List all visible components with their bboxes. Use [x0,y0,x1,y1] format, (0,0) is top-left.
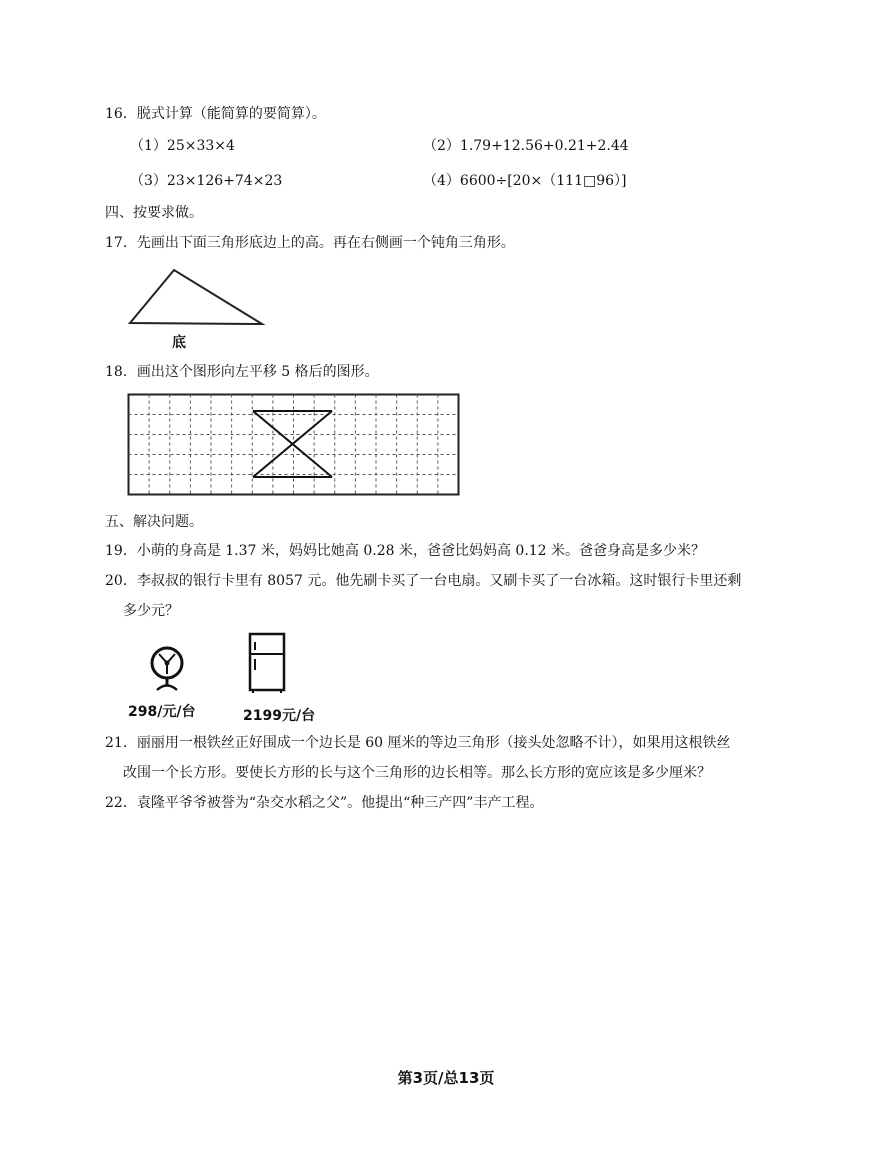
q18-grid-figure [127,393,461,497]
q20-text-line1: 20．李叔叔的银行卡里有 8057 元。他先刷卡买了一台电扇。又刷卡买了一台冰箱。这时银行卡里还剩 [105,573,742,589]
q16-item-1: （1）25×33×4 [130,138,235,154]
hourglass-shape [253,411,332,477]
section-5-heading: 五、解决问题。 [105,514,203,530]
q17-text: 17．先画出下面三角形底边上的高。再在右侧画一个钝角三角形。 [105,235,515,251]
q18-text: 18．画出这个图形向左平移 5 格后的图形。 [105,364,379,380]
q21-text-line2: 改围一个长方形。要使长方形的长与这个三角形的边长相等。那么长方形的宽应该是多少厘米？ [123,765,711,781]
q16-title: 16．脱式计算（能简算的要简算）。 [105,106,326,122]
q22-text: 22．袁隆平爷爷被誉为“杂交水稻之父”。他提出“种三产四”丰产工程。 [105,795,544,811]
fridge-price-label: 2199元/台 [243,708,316,724]
q16-item-3: （3）23×126+74×23 [130,173,283,189]
fridge-icon [245,632,289,694]
page-number-footer: 第3页/总13页 [397,1069,495,1087]
section-4-heading: 四、按要求做。 [105,205,203,221]
q16-item-4: （4）6600÷[20×（111□96）] [423,173,627,189]
q16-item-2: （2）1.79+12.56+0.21+2.44 [423,138,629,154]
q17-base-label: 底 [172,335,186,351]
q17-triangle-figure [126,264,271,330]
fan-price-label: 298/元/台 [128,704,196,720]
fan-icon [143,643,193,693]
q20-text-line2: 多少元？ [123,603,179,619]
q21-text-line1: 21．丽丽用一根铁丝正好围成一个边长是 60 厘米的等边三角形（接头处忽略不计），如果用这根铁丝 [105,735,731,751]
q19-text: 19．小萌的身高是 1.37 米，妈妈比她高 0.28 米，爸爸比妈妈高 0.12 米。爸爸身高是多少米？ [105,543,706,559]
triangle-shape [130,270,262,324]
